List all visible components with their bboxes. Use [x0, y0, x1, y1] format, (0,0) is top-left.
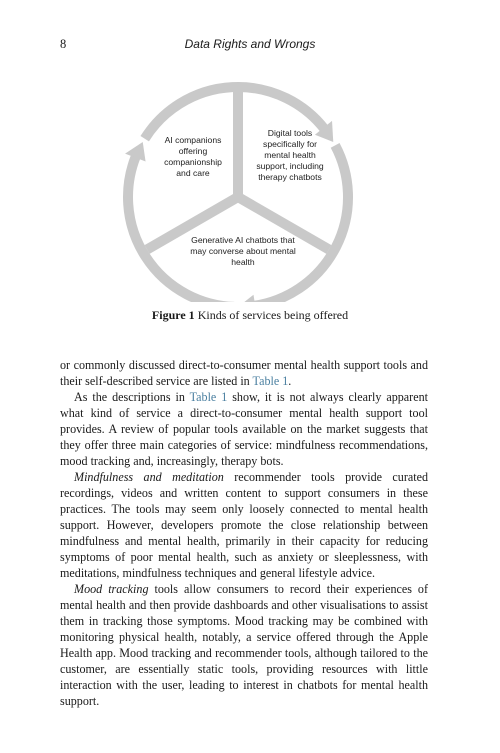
- figure-caption-text: Kinds of services being offered: [197, 308, 349, 322]
- paragraph-3: [60, 469, 428, 581]
- table-1-link[interactable]: Table 1: [189, 390, 228, 404]
- cycle-diagram: [110, 62, 370, 302]
- segment-label-ai-companions: AI companions offering companionship and care: [164, 135, 222, 178]
- segment-label-digital-tools: Digital tools specifically for mental health support, including therapy chatbots: [256, 128, 324, 182]
- paragraph-3-text: recommender tools provide curated recordings, videos and written content to support consumers in these practices. The tools may seem only loosely connected to mental health support. However, developers promote the close relationship between mindfulness and mental health, primarily in their capacity for reducing symptoms of poor mental health, such as anxiety or sleeplessness, with meditations, mindfulness techniques and general lifestyle advice.: [60, 470, 429, 580]
- running-head: Data Rights and Wrongs: [184, 37, 316, 51]
- page-number: 8: [60, 37, 67, 51]
- paragraph-3-term: Mindfulness and meditation: [74, 470, 224, 484]
- paragraph-4: [60, 581, 428, 709]
- figure-number: Figure 1: [151, 308, 195, 322]
- paragraph-1: [60, 357, 428, 389]
- paragraph-4-term: Mood tracking: [74, 582, 149, 596]
- table-1-link[interactable]: Table 1: [252, 374, 289, 388]
- paragraph-1-text: or commonly discussed direct-to-consumer mental health support tools and their self-described service are listed in: [60, 358, 428, 388]
- cycle-arrowhead-1: [238, 295, 257, 302]
- paragraph-1-end: .: [288, 374, 292, 388]
- paragraph-4-text: tools allow consumers to record their experiences of mental health and then provide dashboards and other visualisations to assist them in tracking those symptoms. Mood tracking may be combined with monitoring physical health, notably, a service offered through the Apple Health app. Mood tracking and recommender tools, although tailored to the customer, are essentially static tools, providing resources with little interaction with the user, leading to interest in chatbots for mental health support.: [60, 582, 428, 708]
- body-text: [60, 357, 428, 709]
- figure-caption: [0, 309, 500, 321]
- paragraph-2-start: As the descriptions in: [74, 390, 190, 404]
- paragraph-2-text: show, it is not always clearly apparent what kind of service a direct-to-consumer mental health support tool provides. A review of popular tools available on the market suggests that they offer three main categories of service: mindfulness recommendations, mood tracking and, increasingly, therapy bots.: [60, 390, 428, 468]
- segment-label-generative-ai: Generative AI chatbots that may converse about mental health: [190, 235, 296, 267]
- paragraph-2: [60, 389, 428, 469]
